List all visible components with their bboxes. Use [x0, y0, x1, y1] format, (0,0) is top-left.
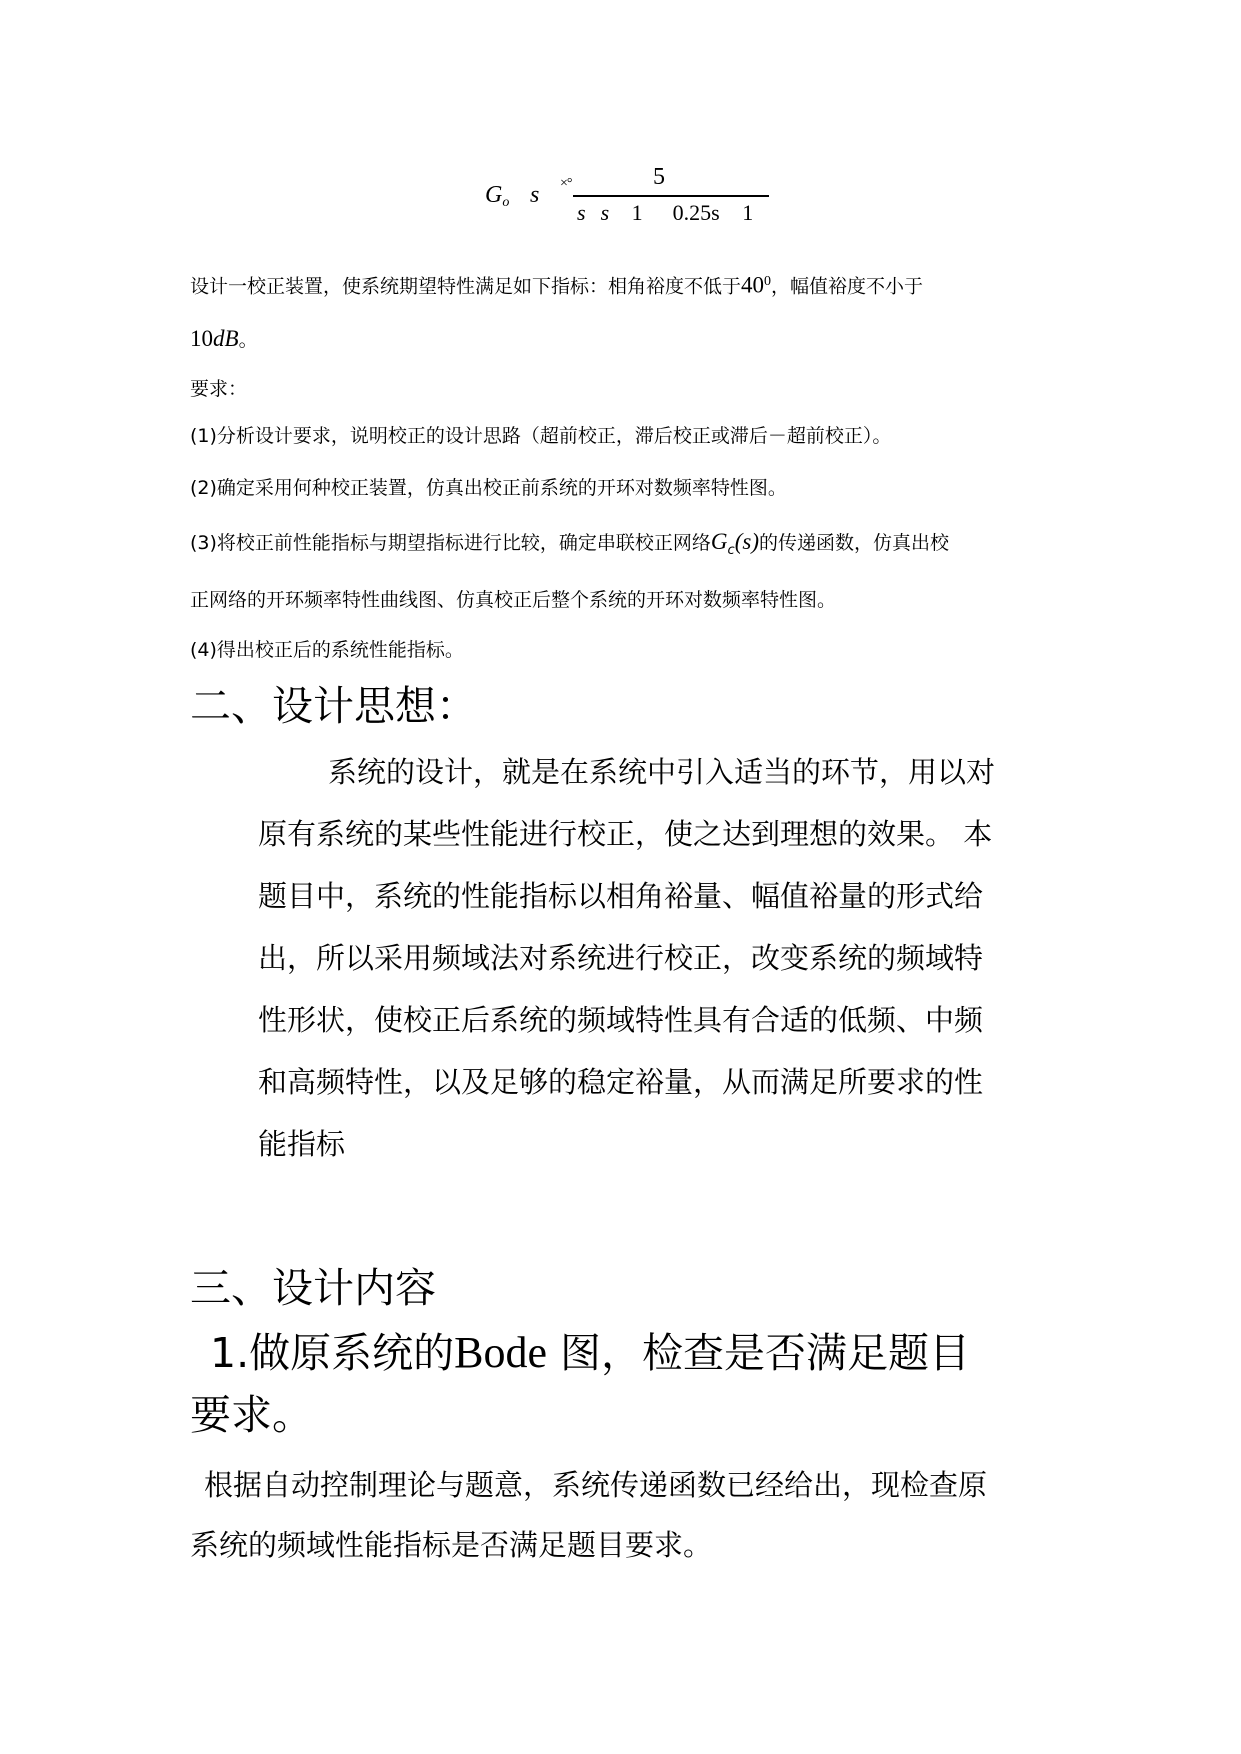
requirement-item-1: (1)分析设计要求，说明校正的设计思路（超前校正，滞后校正或滞后－超前校正）。 — [190, 425, 892, 447]
requirement-item-4: (4)得出校正后的系统性能指标。 — [190, 639, 464, 661]
transfer-function-formula — [485, 160, 785, 240]
formula-denominator: s s 1 0.25s 1 — [577, 200, 754, 225]
requirements-label: 要求： — [190, 378, 248, 400]
paragraph-line: 性形状，使校正后系统的频域特性具有合适的低频、中频 — [258, 1003, 984, 1037]
paragraph-line: 根据自动控制理论与题意，系统传递函数已经给出，现检查原 — [204, 1468, 988, 1502]
paragraph-line: 系统的设计，就是在系统中引入适当的环节，用以对 — [328, 755, 996, 789]
formula-lhs: Go — [485, 182, 510, 210]
requirement-item-2: (2)确定采用何种校正装置，仿真出校正前系统的开环对数频率特性图。 — [190, 477, 787, 499]
paragraph-line: 和高频特性，以及足够的稳定裕量，从而满足所要求的性 — [258, 1065, 984, 1099]
paragraph-line: 能指标 — [258, 1127, 346, 1161]
paragraph-line: 系统的频域性能指标是否满足题目要求。 — [190, 1528, 713, 1562]
paragraph-line: 出，所以采用频域法对系统进行校正，改变系统的频域特 — [258, 941, 984, 975]
subsection-1-heading: 1.做原系统的Bode 图，检查是否满足题目 要求。 — [190, 1328, 971, 1439]
section-2-paragraph — [258, 741, 1058, 1175]
subsection-1-paragraph — [190, 1455, 1060, 1575]
paragraph-line: 题目中，系统的性能指标以相角裕量、幅值裕量的形式给 — [258, 879, 984, 913]
requirement-item-3: (3)将校正前性能指标与期望指标进行比较，确定串联校正网络$G_c(s)$的传递函数，仿真出校 — [190, 529, 949, 558]
paragraph-line: 原有系统的某些性能进行校正，使之达到理想的效果。 本 — [258, 817, 993, 851]
fraction-bar — [573, 195, 769, 197]
section-3-heading: 三、设计内容 — [190, 1264, 436, 1312]
requirement-item-3-cont: 正网络的开环频率特性曲线图、仿真校正后整个系统的开环对数频率特性图。 — [190, 589, 837, 611]
formula-numerator: 5 — [653, 164, 665, 190]
intro-line-2: 10dB。 — [190, 326, 258, 351]
section-2-heading: 二、设计思想： — [190, 682, 477, 730]
intro-line-1: 设计一校正装置，使系统期望特性满足如下指标：相角裕度不低于$40^0$，幅值裕度不小于 — [190, 272, 924, 298]
formula-lhs-var: s — [530, 182, 540, 208]
formula-mark: ×° — [560, 176, 572, 191]
